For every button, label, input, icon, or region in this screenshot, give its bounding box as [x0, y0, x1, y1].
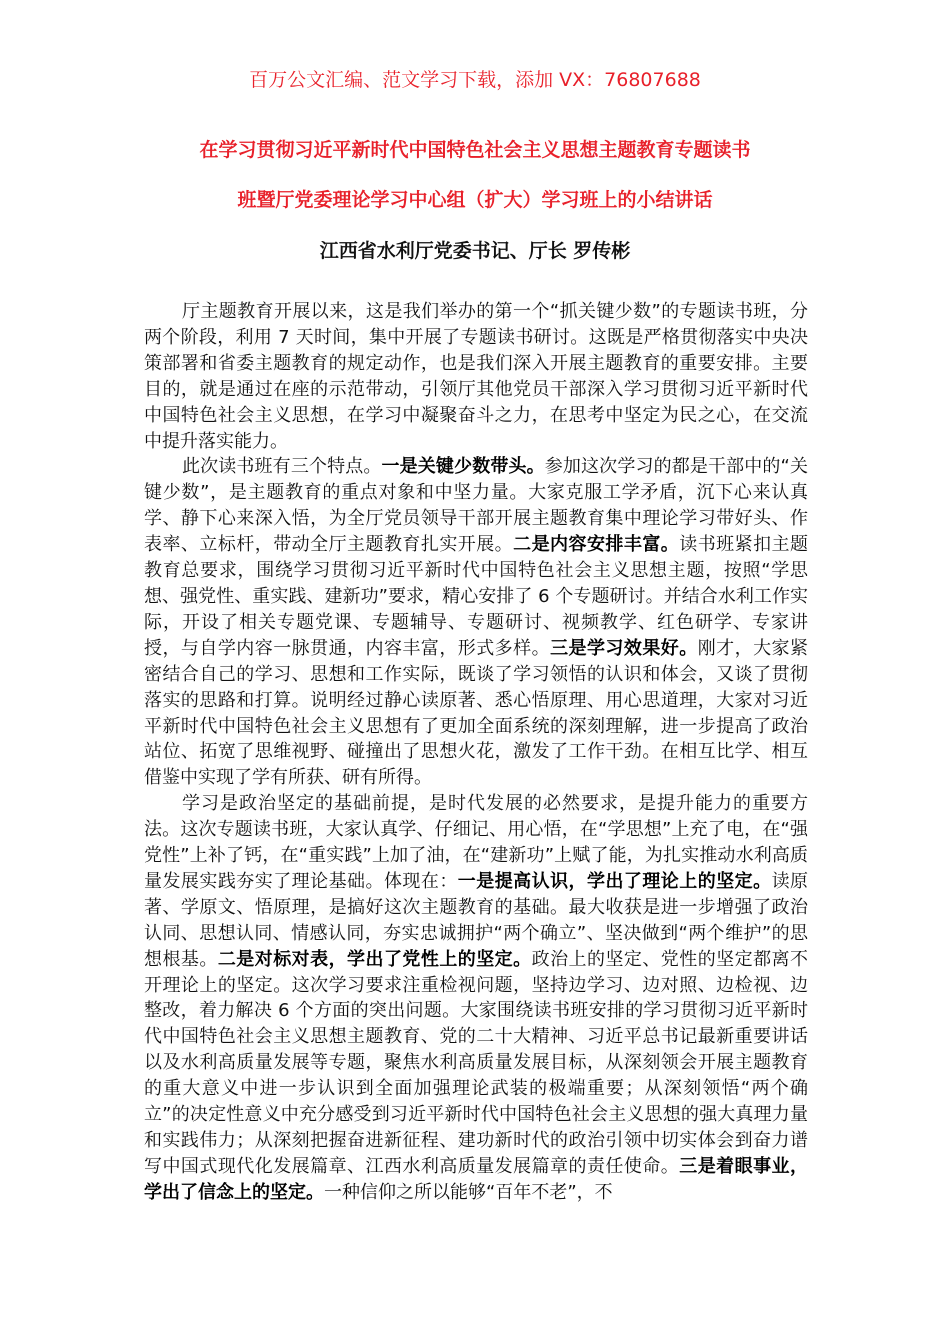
paragraph-text: 学习是政治坚定的基础前提，是时代发展的必然要求，是提升能力的重要方法。这次专题读书班，大家认真学、仔细记、用心悟，在“学思想”上充了电，在“强党性”上补了钙，在“重实践”上加了油，在“建新功”上赋了能，为扎实推动水利高质量发展实践夯实了理论基础。体现在： [144, 793, 808, 892]
paragraph-text: 一种信仰之所以能够“百年不老”，不 [324, 1181, 613, 1203]
author-line: 江西省水利厅党委书记、厅长 罗传彬 [319, 240, 631, 262]
paragraph-text: 厅主题教育开展以来，这是我们举办的第一个“抓关键少数”的专题读书班，分两个阶段，利用 7 天时间，集中开展了专题读书研讨。这既是严格贯彻落实中央决策部署和省委主题教育的规定动作，也是我们深入开展主题教育的重要安排。主要目的，就是通过在座的示范带动，引领厅其他党员干部深入学习贯彻习近平新时代中国特色社会主义思想，在学习中凝聚奋斗之力，在思考中坚定为民之心，在交流中提升落实能力。 [144, 301, 808, 452]
paragraph-3 [144, 791, 808, 1206]
document-title-line-1: 在学习贯彻习近平新时代中国特色社会主义思想主题教育专题读书 [199, 139, 751, 161]
paragraph-text: 刚才，大家紧密结合自己的学习、思想和工作实际，既谈了学习领悟的认识和体会，又谈了贯彻落实的思路和打算。说明经过静心读原著、悉心悟原理、用心思道理，大家对习近平新时代中国特色社会主义思想有了更加全面系统的深刻理解，进一步提高了政治站位、拓宽了思维视野、碰撞出了思想火花，激发了工作干劲。在相互比学、相互借鉴中实现了学有所获、研有所得。 [144, 637, 809, 789]
document-body [144, 299, 808, 1206]
emphasis-text: 三是着眼事业，学出了信念上的坚定。 [144, 1155, 809, 1203]
emphasis-text: 三是学习效果好。 [550, 637, 698, 659]
paragraph-text: 此次读书班有三个特点。 [182, 456, 382, 478]
promo-banner: 百万公文汇编、范文学习下载，添加 VX：76807688 [249, 69, 701, 91]
paragraph-1 [144, 299, 808, 454]
emphasis-text: 二是对标对表，学出了党性上的坚定。 [217, 948, 532, 970]
paragraph-text: 读原著、学原文、悟原理，是搞好这次主题教育的基础。最大收获是进一步增强了政治认同、思想认同、情感认同，夯实忠诚拥护“两个确立”、坚决做到“两个维护”的思想根基。 [144, 870, 809, 970]
paragraph-text: 参加这次学习的都是干部中的“关键少数”，是主题教育的重点对象和中坚力量。大家克服工学矛盾，沉下心来认真学、静下心来深入悟，为全厅党员领导干部开展主题教育集中理论学习带好头、作表率、立标杆，带动全厅主题教育扎实开展。 [144, 456, 809, 556]
emphasis-text: 二是内容安排丰富。 [513, 534, 680, 556]
document-title-line-2: 班暨厅党委理论学习中心组（扩大）学习班上的小结讲话 [237, 189, 713, 211]
emphasis-text: 一是提高认识，学出了理论上的坚定。 [457, 870, 772, 892]
paragraph-text: 读书班紧扣主题教育总要求，围绕学习贯彻习近平新时代中国特色社会主义思想主题，按照“学思想、强党性、重实践、建新功”要求，精心安排了 6 个专题研讨。并结合水利工作实际，开设了相关专题党课、专题辅导、专题研讨、视频教学、红色研学、专家讲授，与自学内容一脉贯通，内容丰富，形式多样。 [144, 534, 809, 659]
paragraph-text: 政治上的坚定、党性的坚定都离不开理论上的坚定。这次学习要求注重检视问题，坚持边学习、边对照、边检视、边整改，着力解决 6 个方面的突出问题。大家围绕读书班安排的学习贯彻习近平新时代中国特色社会主义思想主题教育、党的二十大精神、习近平总书记最新重要讲话以及水利高质量发展等专题，聚焦水利高质量发展目标，从深刻领会开展主题教育的重大意义中进一步认识到全面加强理论武装的极端重要；从深刻领悟“两个确立”的决定性意义中充分感受到习近平新时代中国特色社会主义思想的强大真理力量和实践伟力；从深刻把握奋进新征程、建功新时代的政治引领中切实体会到奋力谱写中国式现代化发展篇章、江西水利高质量发展篇章的责任使命。 [144, 948, 809, 1177]
emphasis-text: 一是关键少数带头。 [381, 456, 545, 478]
paragraph-2 [144, 454, 808, 791]
